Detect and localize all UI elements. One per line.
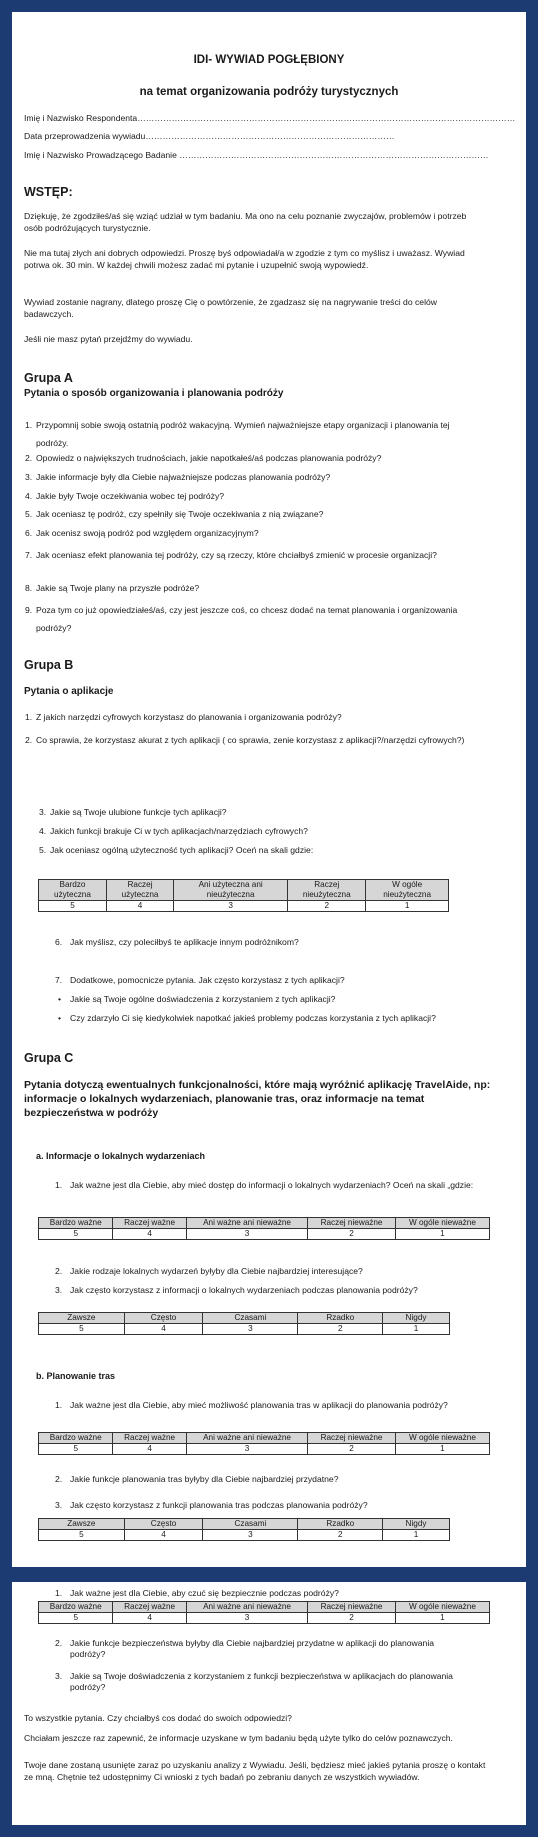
group-b-subheading: Pytania o aplikacje: [24, 686, 114, 697]
scale-value: 2: [308, 1613, 396, 1624]
list-item: 9. Poza tym co już opowiedziałeś/aś, czy jest jeszcze coś, co chcesz dodać na temat planowania i organizowania podróży?: [25, 605, 458, 633]
scale-header: Ani ważne ani nieważne: [186, 1433, 308, 1444]
scale-value: 4: [113, 1444, 186, 1455]
bullet-item: • Czy zdarzyło Ci się kiedykolwiek napotkać jakieś problemy podczas korzystania z tych aplikacji?: [70, 1013, 510, 1024]
scale-header: Raczej ważne: [113, 1218, 186, 1229]
scale-value: 3: [186, 1444, 308, 1455]
scale-header: Czasami: [203, 1313, 298, 1324]
scale-value: 2: [308, 1229, 396, 1240]
scale-value: 2: [288, 901, 366, 912]
list-item: 1. Z jakich narzędzi cyfrowych korzystasz do planowania i organizowania podróży?: [25, 712, 342, 722]
list-item: 8. Jakie są Twoje plany na przyszłe podróże?: [25, 583, 200, 593]
scale-header: Często: [124, 1313, 203, 1324]
intro-paragraph: Nie ma tutaj złych ani dobrych odpowiedzi. Proszę byś odpowiadał/a w zgodzie z tym co myślisz i uważasz. Wywiad potrwa ok. 30 min. W każdej chwili możesz zadać mi pytanie i uzupełnić swoją wypowiedź.: [24, 248, 465, 270]
group-a-subheading: Pytania o sposób organizowania i planowania podróży: [24, 388, 284, 399]
scale-header: Nigdy: [383, 1519, 450, 1530]
scale-value: 1: [395, 1229, 489, 1240]
closing-paragraph: To wszystkie pytania. Czy chciałbyś cos dodać do swoich odpowiedzi?: [24, 1713, 292, 1723]
group-c-intro: Pytania dotyczą ewentualnych funkcjonalności, które mają wyróżnić aplikację TravelAide, np: informacje o lokalnych wydarzeniach, planowanie tras, oraz informacje na temat bezpieczeństwa w podróży: [24, 1079, 491, 1119]
group-a-heading: Grupa A: [24, 371, 73, 385]
list-item: 3. Jakie informacje były dla Ciebie najważniejsze podczas planowania podróży?: [25, 472, 331, 482]
scale-header: Czasami: [203, 1519, 298, 1530]
closing-paragraph: Chciałam jeszcze raz zapewnić, że informacje uzyskane w tym badaniu będą użyte tylko do celów poznawczych.: [24, 1733, 453, 1743]
list-item: 2. Jakie funkcje planowania tras byłyby dla Ciebie najbardziej przydatne?: [55, 1474, 339, 1484]
scale-value: 5: [39, 1613, 113, 1624]
closing-paragraph: Twoje dane zostaną usunięte zaraz po uzyskaniu analizy z Wywiadu. Jeśli, będziesz mieć jakieś pytania proszę o kontakt ze mną. Chętnie też udostępnimy Ci wnioski z tych badań po zebraniu danych ze wszystkich wywiadów.: [24, 1760, 486, 1782]
group-b-heading: Grupa B: [24, 658, 74, 672]
scale-header: Rzadko: [298, 1313, 383, 1324]
scale-value: 1: [383, 1324, 450, 1335]
scale-value: 4: [124, 1324, 203, 1335]
document-page: [12, 12, 526, 1567]
scale-header: Bardzo ważne: [39, 1433, 113, 1444]
list-item: 4. Jakich funkcji brakuje Ci w tych aplikacjach/narzędziach cyfrowych?: [39, 826, 308, 836]
scale-header: Ani użyteczna ani nieużyteczna: [174, 880, 288, 901]
list-item: 7. Dodatkowe, pomocnicze pytania. Jak często korzystasz z tych aplikacji?: [55, 975, 345, 985]
scale-value: 3: [174, 901, 288, 912]
scale-value: 4: [106, 901, 173, 912]
list-item: 2. Jakie rodzaje lokalnych wydarzeń byłyby dla Ciebie najbardziej interesujące?: [55, 1266, 363, 1276]
scale-value: 1: [395, 1613, 489, 1624]
scale-header: Raczej użyteczna: [106, 880, 173, 901]
scale-value: 5: [39, 1324, 125, 1335]
list-item: 2. Co sprawia, że korzystasz akurat z tych aplikacji ( co sprawia, zenie korzystasz z aplikacji?/narzędzi cyfrowych?): [25, 735, 465, 745]
scale-header: Rzadko: [298, 1519, 383, 1530]
list-item: 4. Jakie były Twoje oczekiwania wobec tej podróży?: [25, 491, 225, 501]
scale-header: W ogóle nieważne: [395, 1602, 489, 1613]
interview-date-line: Data przeprowadzenia wywiadu……………………………………………………………………………: [24, 131, 395, 141]
document-page-continued: [12, 1582, 526, 1825]
scale-value: 4: [124, 1530, 203, 1541]
bullet-item: • Jakie są Twoje ogólne doświadczenia z korzystaniem z tych aplikacji?: [70, 994, 470, 1005]
scale-header: Ani ważne ani nieważne: [186, 1218, 308, 1229]
section-b-title: b. Planowanie tras: [36, 1371, 116, 1381]
list-item: 6. Jak myślisz, czy poleciłbyś te aplikacje innym podróżnikom?: [55, 937, 299, 947]
section-a-title: a. Informacje o lokalnych wydarzeniach: [36, 1151, 206, 1161]
scale-header: Raczej nieważne: [308, 1218, 396, 1229]
scale-value: 2: [308, 1444, 396, 1455]
usefulness-scale-table: [38, 879, 449, 912]
scale-value: 5: [39, 1530, 125, 1541]
scale-value: 2: [298, 1324, 383, 1335]
scale-header: Raczej nieważne: [308, 1433, 396, 1444]
scale-value: 3: [186, 1613, 308, 1624]
document-title: IDI- WYWIAD POGŁĘBIONY: [193, 54, 345, 66]
list-item: 6. Jak ocenisz swoją podróż pod względem organizacyjnym?: [25, 528, 259, 538]
scale-header: Bardzo użyteczna: [39, 880, 107, 901]
interviewer-name-line: Imię i Nazwisko Prowadzącego Badanie ………………………………………………………………………………………………: [24, 150, 489, 160]
routes-frequency-table: [38, 1518, 450, 1541]
list-item: 5. Jak oceniasz ogólną użyteczność tych aplikacji? Oceń na skali gdzie:: [39, 845, 314, 855]
scale-value: 2: [298, 1530, 383, 1541]
list-item: 5. Jak oceniasz tę podróż, czy spełniły się Twoje oczekiwania z nią związane?: [25, 509, 324, 519]
scale-header: Zawsze: [39, 1313, 125, 1324]
list-item: 1. Jak ważne jest dla Ciebie, aby czuć się bezpiecznie podczas podróży?: [55, 1588, 339, 1598]
list-item: 1. Jak ważne jest dla Ciebie, aby mieć możliwość planowania tras w aplikacji do planowania podróży?: [55, 1400, 448, 1410]
safety-importance-table: [38, 1601, 490, 1624]
scale-header: Raczej nieużyteczna: [288, 880, 366, 901]
scale-value: 1: [395, 1444, 489, 1455]
events-importance-table: [38, 1217, 490, 1240]
scale-header: Raczej ważne: [113, 1602, 186, 1613]
list-item: 2. Jakie funkcje bezpieczeństwa byłyby dla Ciebie najbardziej przydatne w aplikacji do planowania podróży?: [55, 1638, 435, 1659]
list-item: 3. Jak często korzystasz z funkcji planowania tras podczas planowania podróży?: [55, 1500, 368, 1510]
scale-value: 3: [186, 1229, 308, 1240]
scale-header: Często: [124, 1519, 203, 1530]
intro-paragraph: Dziękuję, że zgodziłeś/aś się wziąć udział w tym badaniu. Ma ono na celu poznanie zwyczajów, problemów i potrzeb osób podróżujących turystycznie.: [24, 211, 467, 233]
routes-importance-table: [38, 1432, 490, 1455]
list-item: 3. Jak często korzystasz z informacji o lokalnych wydarzeniach podczas planowania podróży?: [55, 1285, 418, 1295]
scale-header: W ogóle nieważne: [395, 1433, 489, 1444]
scale-header: Nigdy: [383, 1313, 450, 1324]
scale-value: 4: [113, 1613, 186, 1624]
scale-header: Bardzo ważne: [39, 1218, 113, 1229]
scale-value: 3: [203, 1324, 298, 1335]
list-item: 3. Jakie są Twoje doświadczenia z korzystaniem z funkcji bezpieczeństwa w aplikacjach do planowania podróży?: [55, 1671, 453, 1692]
list-item: 3. Jakie są Twoje ulubione funkcje tych aplikacji?: [39, 807, 227, 817]
scale-value: 4: [113, 1229, 186, 1240]
scale-header: W ogóle nieważne: [395, 1218, 489, 1229]
list-item: 2. Opowiedz o największych trudnościach, jakie napotkałeś/aś podczas planowania podróży?: [25, 453, 382, 463]
scale-value: 5: [39, 901, 107, 912]
scale-header: Bardzo ważne: [39, 1602, 113, 1613]
scale-header: Raczej nieważne: [308, 1602, 396, 1613]
group-c-heading: Grupa C: [24, 1051, 74, 1065]
scale-header: Ani ważne ani nieważne: [186, 1602, 308, 1613]
scale-value: 1: [366, 901, 449, 912]
list-item: 1. Jak ważne jest dla Ciebie, aby mieć dostęp do informacji o lokalnych wydarzeniach? Oceń na skali „gdzie:: [55, 1180, 474, 1190]
intro-paragraph: Jeśli nie masz pytań przejdźmy do wywiadu.: [24, 334, 193, 344]
events-frequency-table: [38, 1312, 450, 1335]
scale-value: 1: [383, 1530, 450, 1541]
list-item: 1. Przypomnij sobie swoją ostatnią podróż wakacyjną. Wymień najważniejsze etapy organizacji i planowania tej podróży.: [25, 420, 450, 448]
intro-heading: WSTĘP:: [24, 185, 73, 199]
scale-header: W ogóle nieużyteczna: [366, 880, 449, 901]
scale-value: 5: [39, 1444, 113, 1455]
scale-value: 3: [203, 1530, 298, 1541]
intro-paragraph: Wywiad zostanie nagrany, dlatego proszę Cię o powtórzenie, że zgadzasz się na nagrywanie treści do celów badawczych.: [24, 297, 437, 319]
respondent-name-line: Imię i Nazwisko Respondenta……………………………………………………………………………………………………………………: [24, 113, 516, 123]
list-item: 7. Jak oceniasz efekt planowania tej podróży, czy są rzeczy, które chciałbyś zmienić w procesie organizacji?: [25, 550, 437, 560]
document-subtitle: na temat organizowania podróży turystycznych: [139, 86, 399, 98]
scale-header: Zawsze: [39, 1519, 125, 1530]
scale-value: 5: [39, 1229, 113, 1240]
scale-header: Raczej ważne: [113, 1433, 186, 1444]
